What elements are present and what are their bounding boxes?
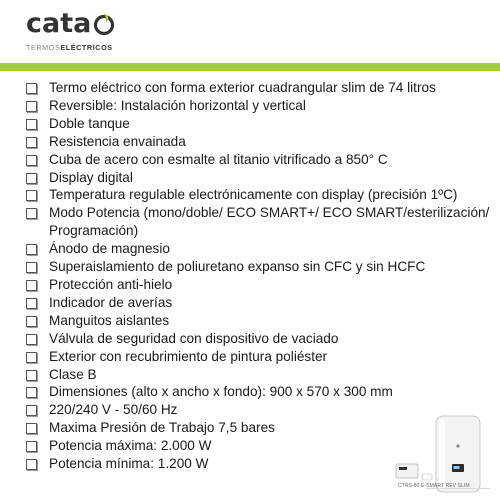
checkbox-icon — [26, 370, 37, 381]
brand-logo — [26, 10, 226, 38]
feature-item — [26, 348, 494, 366]
feature-text: Modo Potencia (mono/doble/ ECO SMART+/ ECO SMART/esterilización/ Programación) — [49, 205, 490, 239]
feature-item — [26, 366, 494, 384]
feature-text: Termo eléctrico con forma exterior cuadrangular slim de 74 litros — [49, 80, 436, 95]
checkbox-icon — [26, 173, 37, 184]
feature-item — [26, 276, 494, 294]
brand-subtitle: TERMOSELÉCTRICOS — [26, 43, 113, 52]
checkbox-icon — [26, 280, 37, 291]
feature-text: Indicador de averías — [49, 294, 173, 310]
feature-text: Dimensiones (alto x ancho x fondo): 900 x 570 x 300 mm — [49, 384, 393, 400]
checkbox-icon — [26, 190, 37, 201]
checkbox-icon — [26, 298, 37, 309]
checkbox-icon — [26, 459, 37, 470]
checkbox-icon — [26, 244, 37, 255]
feature-text: Display digital — [49, 169, 133, 185]
feature-item — [26, 294, 494, 312]
feature-item — [26, 312, 494, 330]
checkbox-icon — [26, 441, 37, 452]
product-caption: CTRS-80 E-SMART REV SLIM — [398, 483, 470, 489]
feature-text: Ánodo de magnesio — [49, 241, 170, 257]
feature-text: Clase B — [49, 366, 97, 382]
checkbox-icon — [26, 155, 37, 166]
feature-text: Protección anti-hielo — [49, 276, 173, 292]
feature-item — [26, 240, 494, 258]
feature-text: 220/240 V - 50/60 Hz — [49, 402, 178, 418]
checkbox-icon — [26, 262, 37, 273]
feature-item — [26, 133, 494, 151]
feature-item — [26, 186, 494, 204]
checkbox-icon — [26, 334, 37, 345]
feature-text: Potencia máxima: 2.000 W — [49, 438, 212, 454]
feature-text: Reversible: Instalación horizontal y vertical — [49, 97, 306, 113]
feature-item — [26, 79, 494, 97]
feature-text: Exterior con recubrimiento de pintura poliéster — [49, 348, 328, 364]
feature-text: Maxima Presión de Trabajo 7,5 bares — [49, 420, 275, 436]
feature-item — [26, 258, 494, 276]
checkbox-icon — [26, 352, 37, 363]
feature-item — [26, 115, 494, 133]
cata-swirl-icon — [92, 12, 116, 36]
checkbox-icon — [26, 83, 37, 94]
feature-text: Válvula de seguridad con dispositivo de vaciado — [49, 330, 339, 346]
brand-header — [26, 10, 226, 60]
feature-text: Potencia mínima: 1.200 W — [49, 456, 209, 472]
brand-name: cata — [26, 8, 92, 39]
checkbox-icon — [26, 119, 37, 130]
feature-item — [26, 169, 494, 187]
feature-text: Cuba de acero con esmalte al titanio vitrificado a 850° C — [49, 151, 388, 167]
feature-item — [26, 151, 494, 169]
feature-text: Resistencia envainada — [49, 133, 186, 149]
feature-item — [26, 330, 494, 348]
checkbox-icon — [26, 423, 37, 434]
checkbox-icon — [26, 101, 37, 112]
checkbox-icon — [26, 316, 37, 327]
feature-item — [26, 383, 494, 401]
feature-text: Manguitos aislantes — [49, 312, 170, 328]
feature-item — [26, 204, 494, 240]
feature-item — [26, 97, 494, 115]
checkbox-icon — [26, 405, 37, 416]
feature-text: Superaislamiento de poliuretano expanso sin CFC y sin HCFC — [49, 259, 426, 275]
feature-text: Doble tanque — [49, 115, 130, 131]
feature-text: Temperatura regulable electrónicamente con display (precisión 1ºC) — [49, 187, 458, 203]
accent-bar — [0, 63, 500, 71]
checkbox-icon — [26, 208, 37, 219]
checkbox-icon — [26, 387, 37, 398]
checkbox-icon — [26, 137, 37, 148]
